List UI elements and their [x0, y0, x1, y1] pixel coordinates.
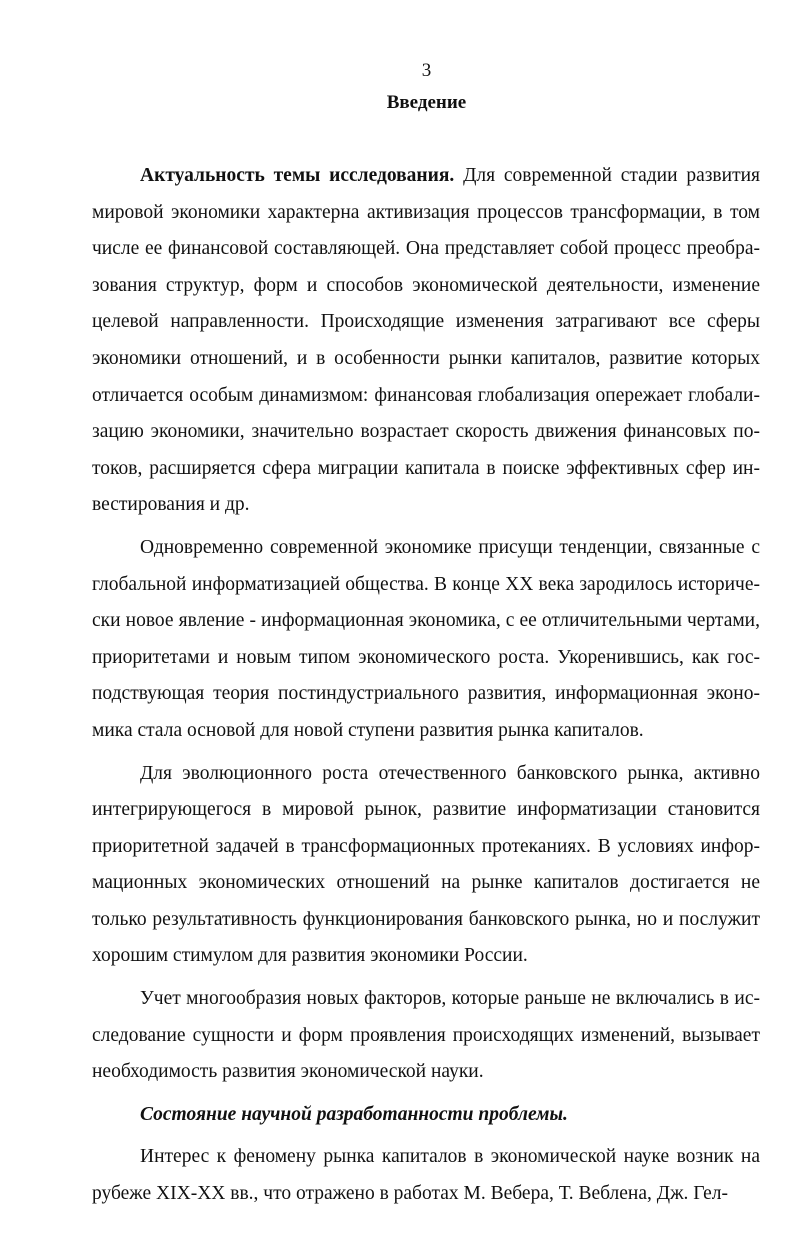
section-heading-state	[92, 1097, 760, 1134]
page-title: Введение	[386, 92, 467, 113]
document-body	[92, 158, 760, 1219]
state-heading: Состояние научной разработанности проблемы.	[140, 1103, 568, 1125]
paragraph-5: Интерес к феномену рынка капиталов в экономической науке возник на рубеже XIX-XX вв., что отражено в работах М. Вебера, Т. Веблена, Дж. Гел-	[92, 1146, 760, 1205]
paragraph-2: Одновременно современной экономике присущи тенденции, связанные с глобальной информатизацией общества. В конце XX века зародилось исторически новое явление - информационная экономика, с ее отличительными чертами, приоритетами и новым типом экономического роста. Укоренившись, как господствующая теория постиндустриального развития, информационная экономика стала основой для новой ступени развития рынка капиталов.	[92, 536, 760, 741]
paragraph-3: Для эволюционного роста отечественного банковского рынка, активно интегрирующегося в мировой рынок, развитие информатизации становится приоритетной задачей в трансформационных протеканиях. В условиях информационных экономических отношений на рынке капиталов достигается не только результативность функционирования банковского рынка, но и послужит хорошим стимулом для развития экономики России.	[92, 762, 760, 967]
relevance-lead: Актуальность темы исследования.	[140, 165, 455, 186]
page-number: 3	[421, 60, 432, 81]
relevance-text: Для современной стадии развития мировой экономики характерна активизация процессов трансформации, в том числе ее финансовой составляющей. Она представляет собой процесс преобразования структур, форм и способов экономической деятельности, изменение целевой направленности. Происходящие изменения затрагивают все сферы экономики отношений, и в особенности рынки капиталов, развитие которых отличается особым динамизмом: финансовая глобализация опережает глобализацию экономики, значительно возрастает скорость движения финансовых потоков, расширяется сфера миграции капитала в поиске эффективных сфер инвестирования и др.	[92, 165, 760, 516]
paragraph-4: Учет многообразия новых факторов, которые раньше не включались в исследование сущности и форм проявления происходящих изменений, вызывает необходимость развития экономической науки.	[92, 988, 760, 1083]
paragraph-relevance	[92, 158, 760, 524]
